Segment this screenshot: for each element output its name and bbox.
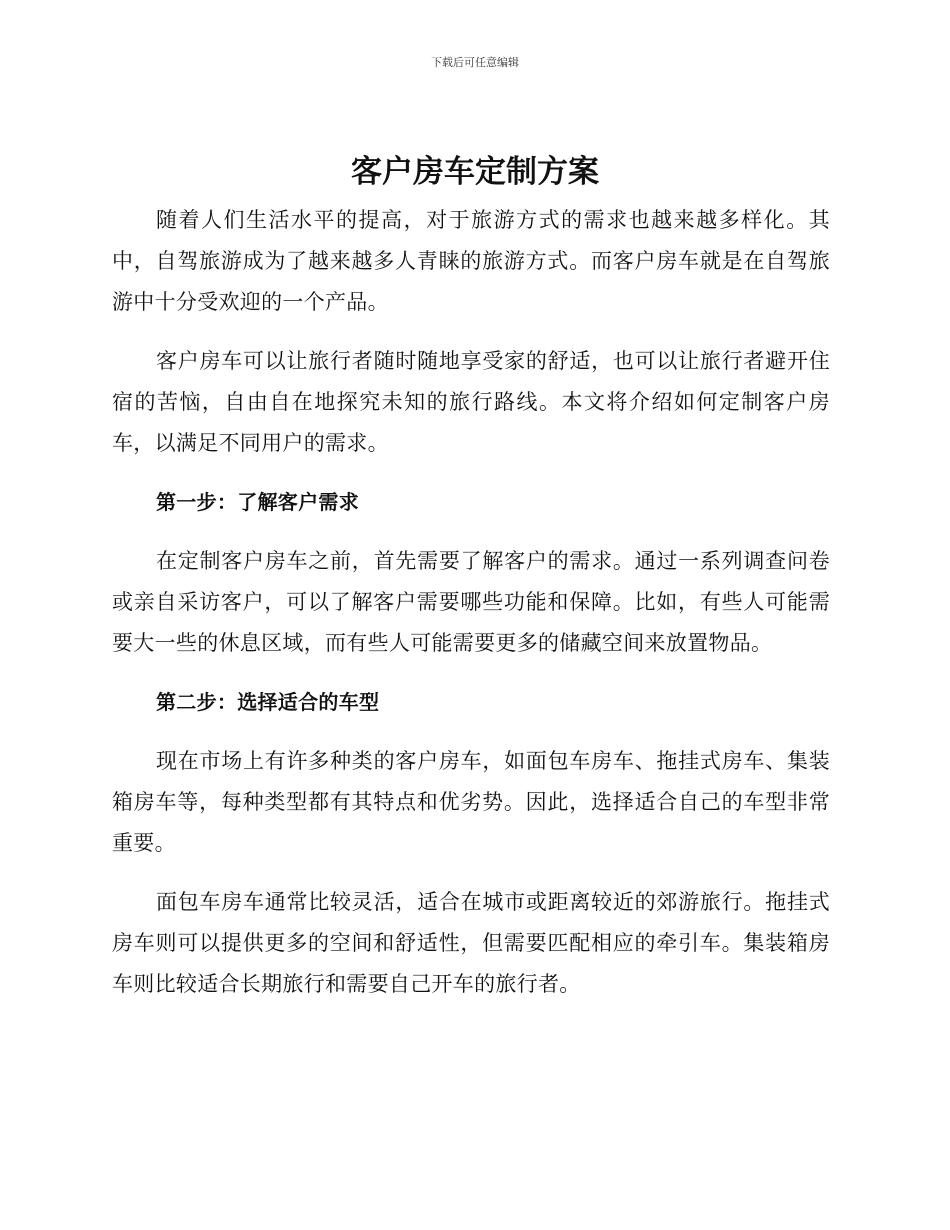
- step2-paragraph-1: 现在市场上有许多种类的客户房车，如面包车房车、拖挂式房车、集装箱房车等，每种类型都有其特点和优劣势。因此，选择适合自己的车型非常重要。: [112, 749, 830, 855]
- intro-paragraph-1: 随着人们生活水平的提高，对于旅游方式的需求也越来越多样化。其中，自驾旅游成为了越来越多人青睐的旅游方式。而客户房车就是在自驾旅游中十分受欢迎的一个产品。: [112, 208, 830, 314]
- document-body: [112, 200, 830, 1023]
- step2-paragraph-2: 面包车房车通常比较灵活，适合在城市或距离较近的郊游旅行。拖挂式房车则可以提供更多的空间和舒适性，但需要匹配相应的牵引车。集装箱房车则比较适合长期旅行和需要自己开车的旅行者。: [112, 890, 830, 996]
- intro-paragraph-2: 客户房车可以让旅行者随时随地享受家的舒适，也可以让旅行者避开住宿的苦恼，自由自在地探究未知的旅行路线。本文将介绍如何定制客户房车，以满足不同用户的需求。: [112, 349, 830, 455]
- header-note: 下载后可任意编辑: [431, 56, 519, 69]
- step2-heading: 第二步：选择适合的车型: [156, 690, 380, 714]
- document-title: 客户房车定制方案: [351, 154, 599, 190]
- step1-heading: 第一步：了解客户需求: [156, 490, 359, 514]
- step1-paragraph-1: 在定制客户房车之前，首先需要了解客户的需求。通过一系列调查问卷或亲自采访客户，可以了解客户需要哪些功能和保障。比如，有些人可能需要大一些的休息区域，而有些人可能需要更多的储藏空间来放置物品。: [112, 549, 830, 655]
